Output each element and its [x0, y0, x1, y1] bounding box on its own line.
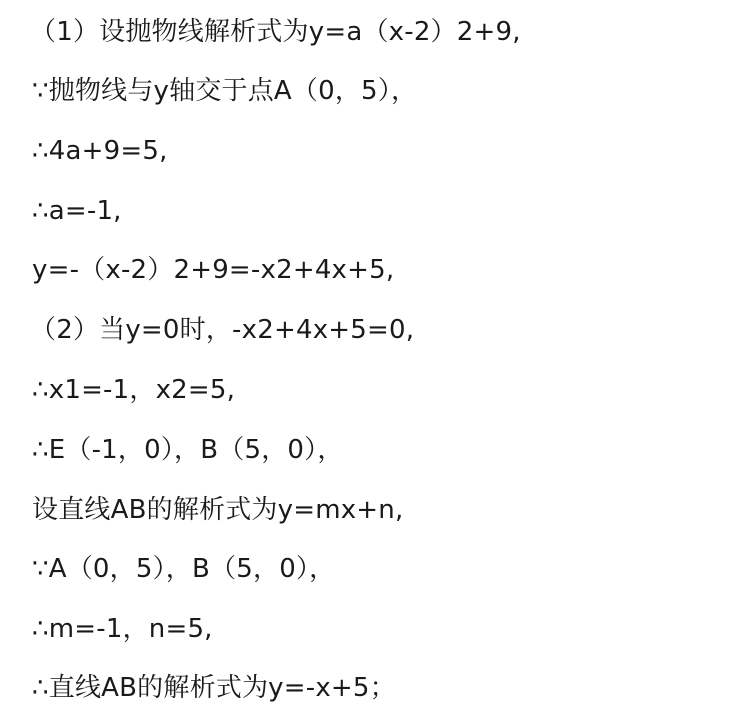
solution-line-9: 设直线AB的解析式为y=mx+n, — [32, 495, 404, 525]
solution-line-10: ∵A（0，5），B（5，0）， — [32, 554, 336, 584]
solution-line-8: ∴E（-1，0），B（5，0）， — [32, 435, 344, 465]
solution-line-7: ∴x1=-1，x2=5, — [32, 375, 236, 405]
solution-line-3: ∴4a+9=5, — [32, 136, 168, 166]
solution-line-5: y=-（x-2）2+9=-x2+4x+5, — [32, 255, 395, 285]
solution-line-11: ∴m=-1，n=5, — [32, 614, 213, 644]
solution-line-6: （2）当y=0时，-x2+4x+5=0, — [30, 315, 415, 345]
solution-line-1: （1）设抛物线解析式为y=a（x-2）2+9, — [30, 17, 521, 47]
solution-line-2: ∵抛物线与y轴交于点A（0，5）， — [32, 76, 418, 106]
solution-line-12: ∴直线AB的解析式为y=-x+5； — [32, 673, 396, 703]
solution-line-4: ∴a=-1, — [32, 196, 122, 226]
